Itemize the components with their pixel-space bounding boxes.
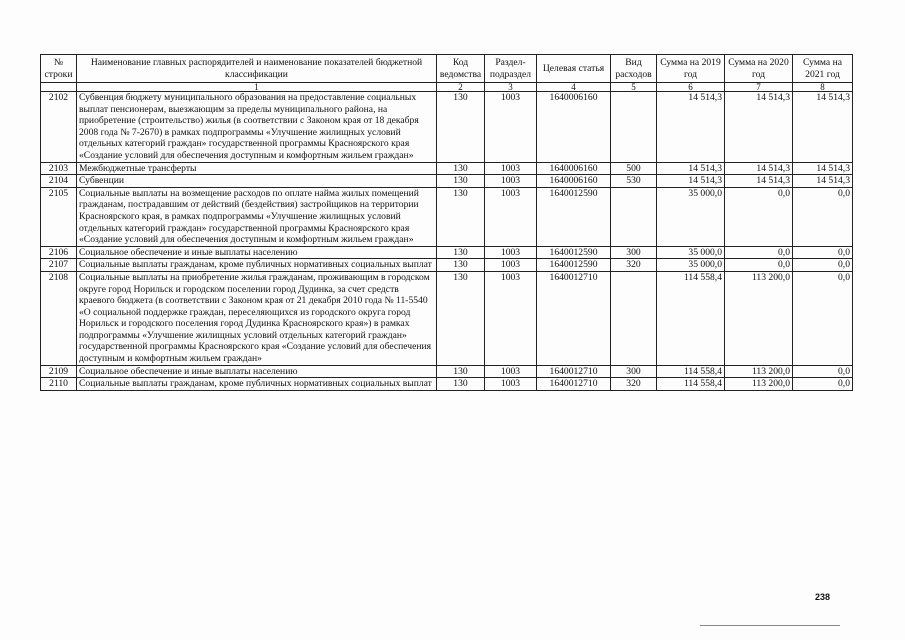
item-name: Социальные выплаты гражданам, кроме публичных нормативных социальных выплат xyxy=(77,378,437,391)
section-code: 1003 xyxy=(485,246,537,259)
sum-2021: 14 514,3 xyxy=(793,175,853,188)
section-code: 1003 xyxy=(485,162,537,175)
sum-2021: 14 514,3 xyxy=(793,92,853,163)
expense-type: 320 xyxy=(611,259,657,272)
item-name: Социальные выплаты на приобретение жилья гражданам, проживающим в городском округе город Норильск и городском поселении город Дудинка, за счет средств краевого бюджета (в соответствии с Законом края от 21 декабря 2010 года № 11-5540 «О социальной поддержке граждан, переселяющихся из городского округа город Норильск и городского поселения город Дудинка Красноярского края») в рамках подпрограммы «Улучшение жилищных условий отдельных категорий граждан» государственной программы Красноярского края «Создание условий для обеспечения доступным и комфортным жильем граждан» xyxy=(77,271,437,365)
expense-type xyxy=(611,92,657,163)
section-code: 1003 xyxy=(485,187,537,246)
item-name: Субвенция бюджету муниципального образования на предоставление социальных выплат пенсионерам, выезжающим за пределы муниципального района, на приобретение (строительство) жилья (в соответствии с Законом края от 18 декабря 2008 года № 7-2670) в рамках подпрограммы «Улучшение жилищных условий отдельных категорий граждан» государственной программы Красноярского края «Создание условий для обеспечения доступным и комфортным жильем граждан» xyxy=(77,92,437,163)
dept-code: 130 xyxy=(437,378,485,391)
sum-2020: 14 514,3 xyxy=(725,92,793,163)
column-number: 1 xyxy=(77,83,437,92)
column-number: 5 xyxy=(611,83,657,92)
section-code: 1003 xyxy=(485,259,537,272)
dept-code: 130 xyxy=(437,175,485,188)
sum-2019: 114 558,4 xyxy=(657,365,725,378)
sum-2020: 14 514,3 xyxy=(725,162,793,175)
line-number: 2104 xyxy=(41,175,77,188)
sum-2019: 14 514,3 xyxy=(657,162,725,175)
expense-type: 530 xyxy=(611,175,657,188)
header-sum-2021: Сумма на 2021 год xyxy=(793,55,853,83)
header-line-number: № строки xyxy=(41,55,77,83)
page-number: 238 xyxy=(815,592,831,602)
line-number: 2103 xyxy=(41,162,77,175)
line-number: 2109 xyxy=(41,365,77,378)
section-code: 1003 xyxy=(485,92,537,163)
budget-table xyxy=(40,54,853,391)
header-sum-2019: Сумма на 2019 год xyxy=(657,55,725,83)
sum-2020: 0,0 xyxy=(725,246,793,259)
column-number: 2 xyxy=(437,83,485,92)
header-section: Раздел-подраздел xyxy=(485,55,537,83)
sum-2020: 113 200,0 xyxy=(725,365,793,378)
line-number: 2107 xyxy=(41,259,77,272)
expense-type xyxy=(611,271,657,365)
dept-code: 130 xyxy=(437,187,485,246)
item-name: Социальные выплаты на возмещение расходов по оплате найма жилых помещений гражданам, пострадавшим от действий (бездействия) застройщиков на территории Красноярского края, в рамках подпрограммы «Улучшение жилищных условий отдельных категорий граждан» государственной программы Красноярского края «Создание условий для обеспечения доступным и комфортным жильем граждан» xyxy=(77,187,437,246)
target-article: 1640006160 xyxy=(537,162,611,175)
header-expense-type: Вид расходов xyxy=(611,55,657,83)
dept-code: 130 xyxy=(437,246,485,259)
scan-edge-line xyxy=(700,625,840,626)
expense-type: 500 xyxy=(611,162,657,175)
table-row xyxy=(41,259,853,272)
target-article: 1640006160 xyxy=(537,92,611,163)
column-number: 8 xyxy=(793,83,853,92)
sum-2019: 114 558,4 xyxy=(657,378,725,391)
table-row xyxy=(41,187,853,246)
expense-type: 300 xyxy=(611,246,657,259)
target-article: 1640006160 xyxy=(537,175,611,188)
expense-type xyxy=(611,187,657,246)
table-row xyxy=(41,365,853,378)
line-number: 2106 xyxy=(41,246,77,259)
section-code: 1003 xyxy=(485,365,537,378)
sum-2021: 0,0 xyxy=(793,378,853,391)
header-name: Наименование главных распорядителей и наименование показателей бюджетной классификации xyxy=(77,55,437,83)
column-number: 3 xyxy=(485,83,537,92)
table-row xyxy=(41,175,853,188)
sum-2020: 113 200,0 xyxy=(725,378,793,391)
sum-2021: 14 514,3 xyxy=(793,162,853,175)
sum-2019: 35 000,0 xyxy=(657,259,725,272)
dept-code: 130 xyxy=(437,271,485,365)
table-row xyxy=(41,271,853,365)
column-number xyxy=(41,83,77,92)
item-name: Межбюджетные трансферты xyxy=(77,162,437,175)
sum-2019: 114 558,4 xyxy=(657,271,725,365)
dept-code: 130 xyxy=(437,365,485,378)
sum-2021: 0,0 xyxy=(793,259,853,272)
sum-2019: 35 000,0 xyxy=(657,246,725,259)
column-number: 6 xyxy=(657,83,725,92)
table-row xyxy=(41,92,853,163)
table-row xyxy=(41,378,853,391)
section-code: 1003 xyxy=(485,378,537,391)
sum-2021: 0,0 xyxy=(793,271,853,365)
line-number: 2108 xyxy=(41,271,77,365)
item-name: Социальное обеспечение и иные выплаты населению xyxy=(77,246,437,259)
header-sum-2020: Сумма на 2020 год xyxy=(725,55,793,83)
sum-2019: 35 000,0 xyxy=(657,187,725,246)
header-dept-code: Код ведомства xyxy=(437,55,485,83)
dept-code: 130 xyxy=(437,259,485,272)
sum-2020: 113 200,0 xyxy=(725,271,793,365)
table-header-row xyxy=(41,55,853,83)
target-article: 1640012710 xyxy=(537,365,611,378)
section-code: 1003 xyxy=(485,175,537,188)
section-code: 1003 xyxy=(485,271,537,365)
expense-type: 320 xyxy=(611,378,657,391)
item-name: Субвенции xyxy=(77,175,437,188)
target-article: 1640012590 xyxy=(537,246,611,259)
column-number: 7 xyxy=(725,83,793,92)
target-article: 1640012590 xyxy=(537,187,611,246)
table-row xyxy=(41,162,853,175)
line-number: 2110 xyxy=(41,378,77,391)
dept-code: 130 xyxy=(437,162,485,175)
line-number: 2102 xyxy=(41,92,77,163)
sum-2020: 14 514,3 xyxy=(725,175,793,188)
sum-2021: 0,0 xyxy=(793,365,853,378)
header-target-article: Целевая статья xyxy=(537,55,611,83)
expense-type: 300 xyxy=(611,365,657,378)
item-name: Социальное обеспечение и иные выплаты населению xyxy=(77,365,437,378)
sum-2021: 0,0 xyxy=(793,246,853,259)
item-name: Социальные выплаты гражданам, кроме публичных нормативных социальных выплат xyxy=(77,259,437,272)
target-article: 1640012710 xyxy=(537,271,611,365)
sum-2020: 0,0 xyxy=(725,259,793,272)
line-number: 2105 xyxy=(41,187,77,246)
table-row xyxy=(41,246,853,259)
sum-2019: 14 514,3 xyxy=(657,175,725,188)
target-article: 1640012590 xyxy=(537,259,611,272)
column-number: 4 xyxy=(537,83,611,92)
sum-2020: 0,0 xyxy=(725,187,793,246)
target-article: 1640012710 xyxy=(537,378,611,391)
sum-2021: 0,0 xyxy=(793,187,853,246)
sum-2019: 14 514,3 xyxy=(657,92,725,163)
dept-code: 130 xyxy=(437,92,485,163)
column-numbers-row xyxy=(41,83,853,92)
